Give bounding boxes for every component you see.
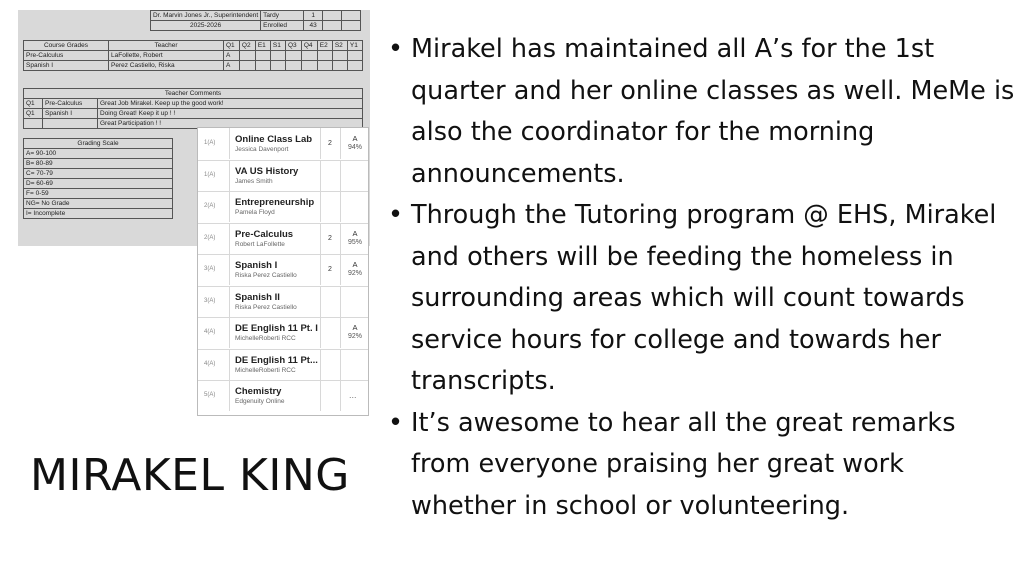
class-percent: 95% [347,238,362,246]
bullet-icon: • [388,34,404,64]
phone-grades-screenshot [197,127,369,416]
scale-entry: I= Incomplete [24,209,173,219]
scale-entry: C= 70-79 [24,169,173,179]
report-card-header [150,10,361,31]
class-absences: 2 [328,266,332,273]
course-teacher: LaFollette, Robert [109,51,224,61]
class-name: Online Class Lab [235,134,313,145]
bullet-icon: • [388,200,404,230]
class-teacher: Robert LaFollette [235,240,285,248]
comment-course: Spanish I [43,109,98,119]
class-absences: 2 [328,234,332,242]
scale-entry: F= 0-59 [24,189,173,199]
quarter-col: S2 [332,41,347,51]
quarter-col: Q4 [301,41,317,51]
header-cell: Enrolled [261,21,304,31]
class-teacher: Pamela Floyd [235,209,275,216]
bullet-text: It’s awesome to hear all the great remarks from everyone praising her great work whether in school or volunteering. [411,407,956,521]
class-name: DE English 11 Pt... [235,354,318,366]
class-row [198,349,368,382]
course-grade: A [224,51,240,61]
grades-header-row [24,41,363,51]
bullet-list [386,29,1016,527]
class-name: Chemistry [235,386,282,397]
header-cell: 2025-2026 [151,21,261,31]
course-row [24,61,363,71]
class-teacher: Riska Perez Castiello [235,303,297,311]
class-percent: 92% [347,270,362,277]
class-row [198,128,368,161]
class-row [198,380,368,412]
student-name-title: MIRAKEL KING [30,450,350,501]
comment-quarter: Q1 [24,99,43,109]
class-name: Pre-Calculus [235,228,294,240]
course-name: Spanish I [24,61,109,71]
comment-row [24,99,363,109]
bullet-text: Mirakel has maintained all A’s for the 1st quarter and her online classes as well. MeMe is also the coordinator for the morning announcements. [411,34,1015,189]
header-cell: 1 [304,11,323,21]
course-name: Pre-Calculus [24,51,109,61]
course-grades-table [23,40,363,71]
bullet-icon: • [388,407,404,438]
quarter-col: Q3 [285,41,301,51]
class-name: Entrepreneurship [235,197,315,208]
header-cell: Tardy [261,11,304,21]
class-period: 1(A) [204,171,216,178]
teacher-title: Teacher [109,41,224,51]
quarter-col: Y1 [347,41,362,51]
class-teacher: James Smith [235,177,273,185]
class-period: 4(A) [204,360,216,367]
class-row [198,317,368,350]
comment-course: Pre-Calculus [43,99,98,109]
comment-quarter [24,119,43,129]
grading-scale-title: Grading Scale [24,139,173,149]
class-name: DE English 11 Pt. I [235,323,318,334]
bullet-item [386,403,1016,528]
header-cell: 43 [304,21,323,31]
class-teacher: MichelleRoberti RCC [235,366,296,374]
class-row [198,286,368,319]
class-period: 1(A) [204,140,216,146]
teacher-comments-table [23,88,363,129]
class-teacher: Edgenuity Online [235,398,285,405]
scale-entry: B= 80-89 [24,159,173,169]
course-grades-title: Course Grades [24,41,109,51]
comment-text: Great Participation ! ! [98,119,363,129]
comment-row [24,109,363,119]
class-teacher: MichelleRoberti RCC [235,335,296,342]
class-grade: A [352,134,358,143]
class-period: 4(A) [204,329,216,335]
comment-text: Great Job Mirakel. Keep up the good work! [98,99,363,109]
class-absences: 2 [328,140,332,147]
scale-entry: A= 90-100 [24,149,173,159]
class-percent: 92% [347,333,362,340]
class-grade: A [352,228,358,238]
class-grade: A [352,323,358,332]
quarter-col: Q2 [239,41,255,51]
comment-quarter: Q1 [24,109,43,119]
quarter-col: S1 [270,41,285,51]
class-name: Spanish I [235,260,278,271]
class-row [198,223,368,256]
comment-course [43,119,98,129]
class-period: 3(A) [204,297,216,304]
teacher-comments-title: Teacher Comments [24,89,363,99]
class-grade: A [352,260,358,269]
course-row [24,51,363,61]
class-period: 5(A) [204,392,216,398]
bullet-text: Through the Tutoring program @ EHS, Mirakel and others will be feeding the homeless in surrounding areas which will count towards service hours for college and towards her transcripts. [411,200,997,396]
header-cell: Dr. Marvin Jones Jr., Superintendent [151,11,261,21]
quarter-col: Q1 [224,41,240,51]
class-row [198,191,368,224]
class-row [198,254,368,287]
scale-entry: D= 60-69 [24,179,173,189]
header-row [151,11,361,21]
header-row [151,21,361,31]
class-period: 2(A) [204,234,216,241]
class-teacher: Jessica Davenport [235,146,289,153]
class-name: Spanish II [235,291,280,303]
quarter-col: E1 [255,41,270,51]
bullet-item [386,29,1016,195]
comment-text: Doing Great! Keep it up ! ! [98,109,363,119]
course-teacher: Perez Castiello, Riska [109,61,224,71]
class-percent: 94% [347,144,362,151]
class-name: VA US History [235,165,299,177]
bullet-item [386,195,1016,403]
scale-entry: NG= No Grade [24,199,173,209]
more-icon: ... [349,390,357,400]
class-teacher: Riska Perez Castiello [235,272,297,279]
class-row [198,160,368,193]
grading-scale-table [23,138,173,219]
quarter-col: E2 [317,41,332,51]
course-grade: A [224,61,240,71]
class-period: 3(A) [204,266,216,272]
class-period: 2(A) [204,203,216,209]
